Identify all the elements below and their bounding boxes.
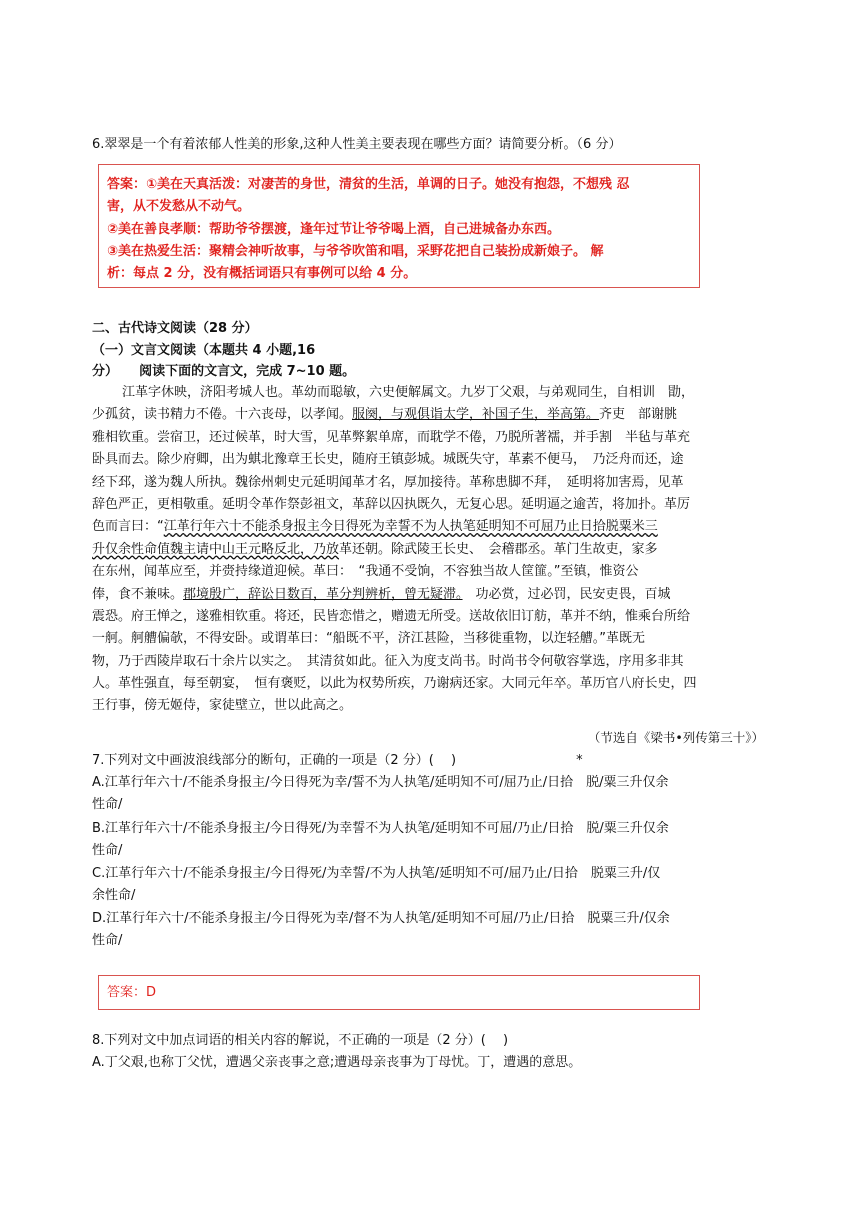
passage-line: 俸，食不兼味。郡境殷广，辞讼日数百，革分判辨析，曾无疑滞。 功必赏，过必罚，民安吏畏，百城 (92, 586, 671, 602)
wavy-underlined-sentence-cont: 升仅余性命值魏主请中山王元略反北，乃放 (92, 541, 340, 557)
passage-source: （节选自《梁书•列传第三十》） (587, 730, 764, 745)
passage-line: 一舸。舸艚偏欹，不得安卧。或谓革曰：“船既不平，济江甚险，当移徙重物，以迮轻艚。”革既无 (92, 631, 645, 647)
q7-option-a: A.江革行年六十/不能杀身报主/今日得死为幸/誓不为人执笔/延明知不可/屈乃止/日拾 脱/粟三升仅余 (92, 775, 669, 790)
q6-question: 6.翠翠是一个有着浓郁人性美的形象,这种人性美主要表现在哪些方面？请简要分析。（6 分） (92, 137, 622, 152)
q6-answer-line-4: ③美在热爱生活：聚精会神听故事，与爷爷吹笛和唱，采野花把自己装扮成新娘子。 解 (107, 244, 604, 259)
passage-line: 震恐。府王惮之，遂雅相钦重。将还，民皆恋惜之，赠遗无所受。送故依旧订舫，革并不纳，惟乘台所给 (92, 608, 691, 624)
q7-option-c-cont: 余性命/ (92, 888, 136, 903)
passage-line: 卧具而去。除少府卿，出为蜞北豫章王长史，随府王镇彭城。城既失守，革素不便马， 乃泛舟而还，途 (92, 452, 684, 468)
passage-line: 江革字休映，济阳考城人也。革幼而聪敏，六史便解属文。九岁丁父艰，与弟观同生，自相训 勖， (122, 385, 695, 400)
passage-line: 雅相钦重。尝宿卫，还过候革，时大雪，见革弊絮单席，而耽学不倦，乃脱所著襦，并手割 半毡与革充 (92, 429, 691, 445)
q7-question: 7.下列对文中画波浪线部分的断句，正确的一项是（2 分）( ) * (92, 753, 583, 768)
subsection-score: 分） (92, 364, 119, 379)
wavy-underlined-sentence: 江革行年六十不能杀身报主今日得死为幸誓不为人执笔延明知不可屈乃止日拾脱粟米三 (163, 519, 658, 535)
passage-line: 物，乃于西陵岸取石十余片以实之。 其清贫如此。征入为度支尚书。时尚书令何敬容掌选，序用多非其 (92, 653, 684, 669)
passage-line: 少孤贫，读书精力不倦。十六丧母，以孝闻。服阕，与观俱诣太学，补国子生，举高第。齐吏 部谢朓 (92, 407, 678, 423)
q7-option-b: B.江革行年六十/不能杀身报主/今日得死/为幸誓不为人执笔/延明知不可屈/乃止/日拾 脱/粟三升仅余 (92, 821, 669, 836)
q7-star: * (576, 753, 583, 768)
q7-option-a-cont: 性命/ (92, 797, 123, 812)
q6-answer-line-5: 析：每点 2 分，没有概括词语只有事例可以给 4 分。 (107, 266, 417, 281)
reading-instruction: 阅读下面的文言文，完成 7~10 题。 (139, 364, 356, 379)
q7-option-c: C.江革行年六十/不能杀身报主/今日得死/为幸誓/不为人执笔/延明知不可/屈乃止/日拾 脱粟三升/仅 (92, 866, 661, 881)
q8-question: 8.下列对文中加点词语的相关内容的解说，不正确的一项是（2 分）( ) (92, 1033, 509, 1048)
passage-line: 辞色严正，更相敬重。延明令革作祭彭祖文，革辞以囚执既久，无复心思。延明逼之逾苦，将加扑。革厉 (92, 496, 691, 512)
passage-line: 经下邳，遂为魏人所执。魏徐州刺史元延明闻革才名，厚加接待。革称患脚不拜， 延明将加害焉，见革 (92, 474, 684, 490)
underlined-sentence: 服阕，与观俱诣太学，补国子生，举高第。 (352, 407, 600, 423)
passage-line: 人。革性强直，每至朝宴， 恒有褒贬，以此为权势所疾，乃谢病还家。大同元年卒。革历官八府长史，四 (92, 676, 697, 692)
q7-answer-box (98, 975, 700, 1010)
q7-option-d-cont: 性命/ (92, 933, 123, 948)
passage-line: 色而言曰：“江革行年六十不能杀身报主今日得死为幸誓不为人执笔延明知不可屈乃止日拾脱粟米三 (92, 519, 658, 535)
q7-option-b-cont: 性命/ (92, 843, 123, 858)
passage-line: 在东州，闻革应至，并赍持缘道迎候。革曰： “我通不受饷，不容独当故人筐篚。”至镇，惟资公 (92, 564, 639, 580)
underlined-sentence-2: 郡境殷广，辞讼日数百，革分判辨析，曾无疑滞。 (183, 586, 463, 602)
passage-line: 升仅余性命值魏主请中山王元略反北，乃放革还朝。除武陵王长史、 会稽郡丞。革门生故吏，家多 (92, 541, 658, 557)
passage-line: 王行事，傍无姬侍，家徒壁立，世以此高之。 (92, 698, 353, 714)
subsection-instruction (92, 361, 355, 383)
q7-answer: 答案：D (107, 985, 157, 1000)
q6-answer-line-1: 答案：①美在天真活泼：对凄苦的身世，清贫的生活，单调的日子。她没有抱怨，不想残 忍 (107, 177, 630, 192)
q7-option-d: D.江革行年六十/不能杀身报主/今日得死为幸/督不为人执笔/延明知不可屈/乃止/日拾 脱粟三升/仅余 (92, 911, 670, 926)
classical-passage (92, 382, 772, 718)
q6-answer-line-3: ②美在善良孝顺：帮助爷爷摆渡，逢年过节让爷爷喝上酒，自己进城备办东西。 (107, 222, 561, 237)
q8-option-a: A.丁父艰,也称丁父忧，遭遇父亲丧事之意;遭遇母亲丧事为丁母忧。丁，遭遇的意思。 (92, 1055, 582, 1070)
subsection-title: （一）文言文阅读（本题共 4 小题,16 (92, 343, 316, 358)
q6-answer-line-2: 害，从不发愁从不动气。 (107, 199, 251, 214)
section-title: 二、古代诗文阅读（28 分） (92, 321, 258, 336)
